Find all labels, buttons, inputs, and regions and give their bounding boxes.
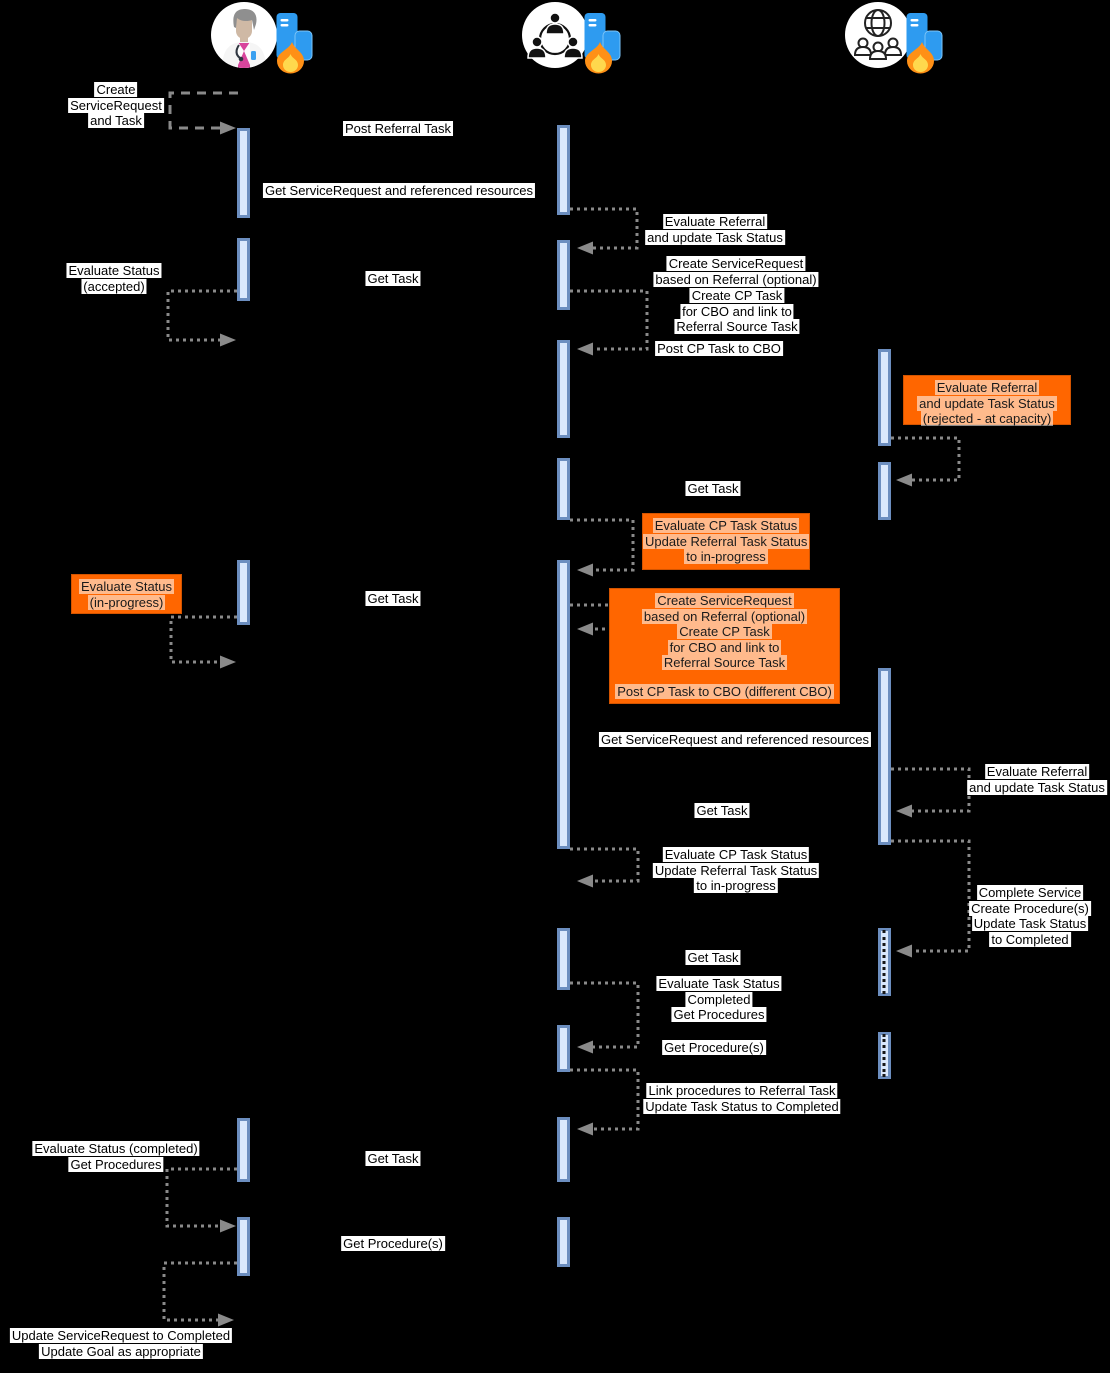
fhir-server-fire-icon xyxy=(906,10,946,79)
lifeline-dots xyxy=(883,1034,886,1077)
get-procedures-label-2 xyxy=(341,1236,445,1252)
label-line: Create ServiceRequest xyxy=(668,256,804,271)
evaluate-status-accepted-self xyxy=(168,291,237,340)
arrowhead xyxy=(896,805,912,818)
update-servicerequest-self xyxy=(164,1263,237,1320)
highlight-line: (in-progress) xyxy=(89,594,164,610)
arrowhead xyxy=(577,564,593,577)
label-line: Completed xyxy=(687,991,751,1007)
label-line: Evaluate Status xyxy=(68,263,160,278)
activation-bar xyxy=(237,560,250,625)
label-line: Post Referral Task xyxy=(345,121,451,136)
arrowhead xyxy=(544,1166,556,1175)
highlight-line: Evaluate CP Task Status xyxy=(654,518,798,533)
evaluate-task-status-label xyxy=(656,976,781,1023)
label-line: Update Task Status xyxy=(973,916,1087,931)
highlight-line: (rejected - at capacity) xyxy=(922,411,1052,426)
arrowhead xyxy=(896,945,912,958)
get-task-label-3 xyxy=(365,591,420,607)
highlight-line: Create ServiceRequest xyxy=(657,593,792,608)
label-line: and update Task Status xyxy=(647,229,783,245)
label-line: Get Task xyxy=(696,803,748,818)
evaluate-referral-rejected-box xyxy=(903,375,1071,425)
activation-bar xyxy=(557,340,570,438)
activation-bar xyxy=(557,240,570,310)
arrowhead xyxy=(570,824,582,833)
activation-bar xyxy=(557,1025,570,1072)
highlight-line: Referral Source Task xyxy=(663,655,786,670)
activation-bar xyxy=(237,1217,250,1276)
get-task-label-2 xyxy=(685,481,740,497)
arrowhead xyxy=(570,1059,582,1068)
evaluate-status-completed-self xyxy=(167,1169,237,1226)
arrowhead xyxy=(865,696,877,705)
label-line: Get Procedures xyxy=(673,1007,765,1022)
complete-service-label xyxy=(969,885,1091,947)
arrowhead xyxy=(544,292,556,301)
evaluate-status-in-progress-box xyxy=(71,574,182,614)
highlight-line: Post CP Task to CBO (different CBO) xyxy=(617,683,832,699)
activation-bar xyxy=(557,1217,570,1267)
label-line: Referral Source Task xyxy=(676,319,798,334)
globe-community-icon xyxy=(844,1,912,69)
evaluate-referral-label-2 xyxy=(967,764,1107,795)
get-servicerequest-label-1 xyxy=(263,183,535,199)
label-line: Update Referral Task Status xyxy=(654,862,818,878)
activation-bar xyxy=(557,1117,570,1182)
label-line: for CBO and link to xyxy=(682,303,792,319)
create-servicerequest-label-1 xyxy=(653,256,818,287)
arrowhead xyxy=(220,122,236,135)
arrowhead xyxy=(570,966,582,975)
label-line: Post CP Task to CBO xyxy=(657,341,781,356)
label-line: Get ServiceRequest and referenced resources xyxy=(600,732,870,747)
label-line: Get Procedures xyxy=(70,1156,162,1172)
highlight-line: Evaluate Referral xyxy=(936,380,1038,395)
label-line: (accepted) xyxy=(83,278,145,294)
activation-bar xyxy=(878,668,891,845)
label-line: Get Task xyxy=(367,271,419,286)
coordination-platform xyxy=(521,1,589,74)
label-line: based on Referral (optional) xyxy=(655,271,817,287)
activation-bar xyxy=(878,928,891,996)
label-line: Update ServiceRequest to Completed xyxy=(11,1328,231,1343)
evaluate-referral-self-2 xyxy=(891,769,969,811)
evaluate-status-in-progress-self xyxy=(171,617,237,662)
create-servicerequest-self-1 xyxy=(570,291,647,349)
arrowhead xyxy=(577,343,593,356)
evaluate-referral-label-1 xyxy=(645,214,785,245)
evaluate-referral-rejected-self xyxy=(891,438,959,480)
post-referral-task-label xyxy=(343,121,453,137)
arrowhead xyxy=(544,608,556,617)
label-line: Get Task xyxy=(687,481,739,496)
evaluate-task-status-self xyxy=(570,983,638,1047)
label-line: Evaluate Task Status xyxy=(658,976,780,991)
arrowhead xyxy=(220,1220,236,1233)
label-line: Evaluate Referral xyxy=(986,764,1088,779)
highlight-line: to in-progress xyxy=(686,549,766,564)
activation-bar xyxy=(237,1118,250,1182)
link-procedures-label xyxy=(643,1083,840,1114)
highlight-line: and update Task Status xyxy=(919,395,1055,411)
label-line: Get Task xyxy=(367,591,419,606)
highlight-line: Create CP Task xyxy=(679,624,770,639)
community-based-organization xyxy=(844,1,912,74)
activation-bar xyxy=(237,238,250,301)
arrowhead xyxy=(218,1314,234,1327)
activation-bar xyxy=(557,928,570,990)
label-line: Get ServiceRequest and referenced resources xyxy=(264,183,534,198)
update-servicerequest-label xyxy=(10,1328,232,1359)
label-line: Get Procedure(s) xyxy=(343,1236,443,1251)
label-line: Evaluate Status (completed) xyxy=(34,1141,198,1156)
evaluate-referral-self-1 xyxy=(570,209,637,248)
post-cp-task-label xyxy=(655,341,783,357)
arrowhead xyxy=(544,136,556,145)
highlight-line: Update Referral Task Status xyxy=(645,533,808,549)
arrowhead xyxy=(220,334,236,347)
arrowhead xyxy=(544,1250,556,1259)
activation-bar xyxy=(237,128,250,218)
create-cp-task-label-1 xyxy=(674,288,799,335)
evaluate-status-accepted-label xyxy=(66,263,161,294)
complete-service-self xyxy=(891,841,969,951)
label-line: Complete Service xyxy=(978,885,1082,900)
label-line: Create xyxy=(96,82,136,97)
arrowhead xyxy=(896,474,912,487)
highlight-line: for CBO and link to xyxy=(669,639,780,655)
arrowhead xyxy=(577,623,593,636)
create-cp-task-different-cbo-box xyxy=(609,588,840,704)
lifeline-dots xyxy=(883,930,886,994)
activation-bar xyxy=(557,125,570,215)
activation-bar xyxy=(878,1032,891,1079)
label-line: and update Task Status xyxy=(969,779,1105,795)
arrowhead xyxy=(220,656,236,669)
label-line: to in-progress xyxy=(696,878,776,893)
get-task-label-6 xyxy=(365,1151,420,1167)
evaluate-status-completed-label xyxy=(32,1141,199,1172)
fhir-server-fire-icon xyxy=(584,10,624,79)
evaluate-cp-task-box xyxy=(642,513,810,570)
get-task-label-5 xyxy=(685,950,740,966)
arrowhead xyxy=(577,875,593,888)
activation-bar xyxy=(878,349,891,446)
get-servicerequest-label-2 xyxy=(599,732,871,748)
referral-source-provider xyxy=(210,1,278,74)
fhir-server-fire-icon xyxy=(276,10,316,79)
activation-bar xyxy=(557,560,570,849)
highlight-line: based on Referral (optional) xyxy=(643,608,806,624)
arrowhead xyxy=(570,496,582,505)
create-servicerequest-task-self xyxy=(170,93,238,128)
label-line: Update Goal as appropriate xyxy=(41,1343,201,1359)
arrowhead xyxy=(570,744,582,753)
arrowhead xyxy=(577,1123,593,1136)
label-line: Get Procedure(s) xyxy=(664,1040,764,1055)
label-line: Get Task xyxy=(687,950,739,965)
arrowhead xyxy=(250,196,262,205)
activation-bar xyxy=(557,458,570,520)
evaluate-cp-task-self-1 xyxy=(570,520,633,570)
label-line: Evaluate Referral xyxy=(664,214,766,229)
label-line: Get Task xyxy=(367,1151,419,1166)
label-line: Create CP Task xyxy=(691,288,783,303)
link-procedures-self xyxy=(570,1070,638,1129)
label-line: Create Procedure(s) xyxy=(971,900,1089,916)
arrowhead xyxy=(577,242,593,255)
arrowhead xyxy=(577,1041,593,1054)
label-line: Link procedures to Referral Task xyxy=(648,1083,836,1098)
arrowhead xyxy=(865,356,877,365)
evaluate-cp-task-self-2 xyxy=(570,849,638,881)
label-line: ServiceRequest xyxy=(70,97,162,113)
highlight-line: Evaluate Status xyxy=(80,579,173,594)
organization-icon xyxy=(521,1,589,69)
activation-bar xyxy=(878,462,891,520)
get-procedures-label-1 xyxy=(662,1040,766,1056)
label-line: to Completed xyxy=(991,931,1069,947)
doctor-avatar-icon xyxy=(210,1,278,69)
get-task-label-4 xyxy=(694,803,749,819)
evaluate-cp-task-label-2 xyxy=(653,847,819,894)
label-line: and Task xyxy=(90,113,142,128)
label-line: Evaluate CP Task Status xyxy=(664,847,808,862)
get-task-label-1 xyxy=(365,271,420,287)
create-servicerequest-task-label xyxy=(68,82,164,129)
label-line: Update Task Status to Completed xyxy=(645,1098,839,1114)
